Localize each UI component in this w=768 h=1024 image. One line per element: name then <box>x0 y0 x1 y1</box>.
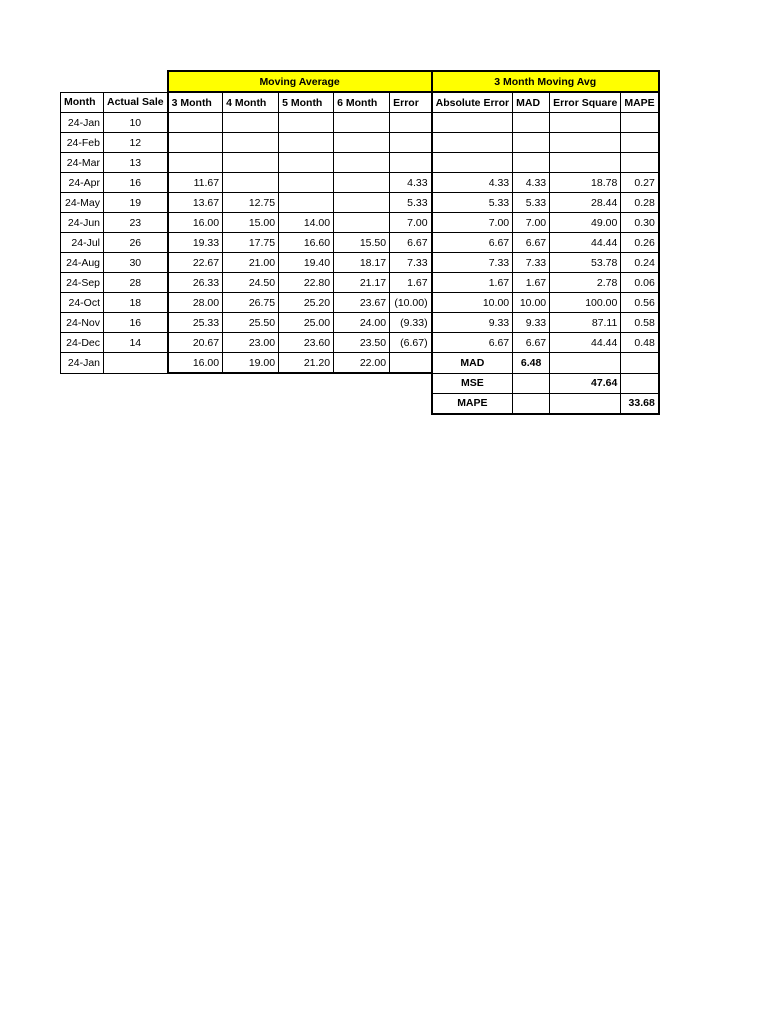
mape-cell[interactable]: 0.28 <box>621 193 659 213</box>
error-cell[interactable]: 6.67 <box>390 233 432 253</box>
4-month-cell[interactable]: 15.00 <box>223 213 279 233</box>
5-month-cell[interactable] <box>279 193 334 213</box>
actual-sale-cell[interactable]: 12 <box>104 133 168 153</box>
col-header-absolute-error[interactable]: Absolute Error <box>432 92 513 113</box>
col-header-month[interactable]: Month <box>61 92 104 113</box>
col-header-error[interactable]: Error <box>390 92 432 113</box>
mad-cell[interactable]: 6.67 <box>513 333 550 353</box>
empty-cell[interactable] <box>621 353 659 374</box>
column-header-row <box>61 92 659 113</box>
error-cell[interactable] <box>390 113 432 133</box>
table-row <box>61 313 659 333</box>
mape-cell[interactable] <box>621 153 659 173</box>
absolute-error-cell[interactable] <box>432 153 513 173</box>
4-month-cell[interactable]: 24.50 <box>223 273 279 293</box>
error-cell[interactable] <box>390 133 432 153</box>
forecast-5-month-cell[interactable]: 21.20 <box>279 353 334 374</box>
col-header-error-square[interactable]: Error Square <box>550 92 621 113</box>
forecast-4-month-cell[interactable]: 19.00 <box>223 353 279 374</box>
mse-summary-label[interactable]: MSE <box>432 373 513 393</box>
mad-cell[interactable]: 7.00 <box>513 213 550 233</box>
error-cell[interactable]: (9.33) <box>390 313 432 333</box>
spreadsheet-table <box>60 70 660 415</box>
group-header-row <box>61 71 659 92</box>
3-month-cell[interactable] <box>168 153 223 173</box>
mape-cell[interactable]: 0.27 <box>621 173 659 193</box>
col-header-mape[interactable]: MAPE <box>621 92 659 113</box>
empty-cell[interactable] <box>550 353 621 374</box>
forecast-6-month-cell[interactable]: 22.00 <box>334 353 390 374</box>
forecast-actual-cell[interactable] <box>104 353 168 374</box>
6-month-cell[interactable] <box>334 113 390 133</box>
5-month-cell[interactable]: 22.80 <box>279 273 334 293</box>
error-cell[interactable]: 4.33 <box>390 173 432 193</box>
3-month-cell[interactable]: 25.33 <box>168 313 223 333</box>
month-cell[interactable]: 24-Mar <box>61 153 104 173</box>
4-month-cell[interactable]: 25.50 <box>223 313 279 333</box>
month-cell[interactable]: 24-Jun <box>61 213 104 233</box>
error-square-cell[interactable]: 28.44 <box>550 193 621 213</box>
mape-summary-value[interactable]: 33.68 <box>621 393 659 414</box>
three-month-moving-avg-header[interactable]: 3 Month Moving Avg <box>432 71 659 92</box>
empty-cell[interactable] <box>621 373 659 393</box>
error-square-cell[interactable] <box>550 153 621 173</box>
mape-cell[interactable]: 0.30 <box>621 213 659 233</box>
actual-sale-cell[interactable]: 23 <box>104 213 168 233</box>
3-month-cell[interactable]: 28.00 <box>168 293 223 313</box>
absolute-error-cell[interactable]: 6.67 <box>432 333 513 353</box>
mad-cell[interactable] <box>513 133 550 153</box>
col-header-actual-sale[interactable]: Actual Sale <box>104 92 168 113</box>
actual-sale-cell[interactable]: 10 <box>104 113 168 133</box>
error-square-cell[interactable]: 53.78 <box>550 253 621 273</box>
empty-cell[interactable] <box>513 373 550 393</box>
5-month-cell[interactable] <box>279 113 334 133</box>
error-cell[interactable]: (6.67) <box>390 333 432 353</box>
absolute-error-cell[interactable]: 6.67 <box>432 233 513 253</box>
mape-cell[interactable]: 0.56 <box>621 293 659 313</box>
3-month-cell[interactable] <box>168 113 223 133</box>
3-month-cell[interactable]: 11.67 <box>168 173 223 193</box>
5-month-cell[interactable]: 23.60 <box>279 333 334 353</box>
mad-cell[interactable]: 5.33 <box>513 193 550 213</box>
month-cell[interactable]: 24-Apr <box>61 173 104 193</box>
col-header-3-month[interactable]: 3 Month <box>168 92 223 113</box>
5-month-cell[interactable] <box>279 153 334 173</box>
col-header-mad[interactable]: MAD <box>513 92 550 113</box>
month-cell[interactable]: 24-Sep <box>61 273 104 293</box>
4-month-cell[interactable]: 26.75 <box>223 293 279 313</box>
mape-cell[interactable] <box>621 133 659 153</box>
error-square-cell[interactable]: 18.78 <box>550 173 621 193</box>
col-header-5-month[interactable]: 5 Month <box>279 92 334 113</box>
actual-sale-cell[interactable]: 16 <box>104 173 168 193</box>
6-month-cell[interactable] <box>334 153 390 173</box>
table-row <box>61 153 659 173</box>
absolute-error-cell[interactable]: 7.00 <box>432 213 513 233</box>
table-row <box>61 213 659 233</box>
4-month-cell[interactable] <box>223 113 279 133</box>
table-row <box>61 193 659 213</box>
error-square-cell[interactable] <box>550 113 621 133</box>
5-month-cell[interactable]: 25.00 <box>279 313 334 333</box>
actual-sale-cell[interactable]: 19 <box>104 193 168 213</box>
6-month-cell[interactable] <box>334 133 390 153</box>
5-month-cell[interactable]: 16.60 <box>279 233 334 253</box>
mad-cell[interactable]: 6.67 <box>513 233 550 253</box>
6-month-cell[interactable]: 24.00 <box>334 313 390 333</box>
5-month-cell[interactable]: 14.00 <box>279 213 334 233</box>
5-month-cell[interactable]: 19.40 <box>279 253 334 273</box>
3-month-cell[interactable]: 22.67 <box>168 253 223 273</box>
4-month-cell[interactable]: 17.75 <box>223 233 279 253</box>
6-month-cell[interactable] <box>334 193 390 213</box>
mse-summary-row <box>61 373 659 393</box>
mad-summary-value[interactable]: 6.48 <box>513 353 550 374</box>
month-cell[interactable]: 24-Jan <box>61 113 104 133</box>
table-row <box>61 173 659 193</box>
6-month-cell[interactable] <box>334 173 390 193</box>
mad-cell[interactable]: 4.33 <box>513 173 550 193</box>
month-cell[interactable]: 24-Dec <box>61 333 104 353</box>
absolute-error-cell[interactable]: 7.33 <box>432 253 513 273</box>
actual-sale-cell[interactable]: 28 <box>104 273 168 293</box>
actual-sale-cell[interactable]: 26 <box>104 233 168 253</box>
mad-cell[interactable]: 10.00 <box>513 293 550 313</box>
error-cell[interactable]: 7.00 <box>390 213 432 233</box>
error-square-cell[interactable] <box>550 133 621 153</box>
5-month-cell[interactable]: 25.20 <box>279 293 334 313</box>
absolute-error-cell[interactable]: 4.33 <box>432 173 513 193</box>
month-cell[interactable]: 24-Nov <box>61 313 104 333</box>
error-cell[interactable]: 1.67 <box>390 273 432 293</box>
6-month-cell[interactable]: 23.67 <box>334 293 390 313</box>
mape-cell[interactable]: 0.24 <box>621 253 659 273</box>
table-row <box>61 113 659 133</box>
error-cell[interactable]: 7.33 <box>390 253 432 273</box>
mape-cell[interactable]: 0.06 <box>621 273 659 293</box>
4-month-cell[interactable] <box>223 153 279 173</box>
forecast-3-month-cell[interactable]: 16.00 <box>168 353 223 374</box>
4-month-cell[interactable]: 21.00 <box>223 253 279 273</box>
month-cell[interactable]: 24-Aug <box>61 253 104 273</box>
actual-sale-cell[interactable]: 18 <box>104 293 168 313</box>
error-square-cell[interactable]: 87.11 <box>550 313 621 333</box>
5-month-cell[interactable] <box>279 133 334 153</box>
table-row <box>61 333 659 353</box>
3-month-cell[interactable]: 19.33 <box>168 233 223 253</box>
table-row <box>61 293 659 313</box>
mad-cell[interactable]: 7.33 <box>513 253 550 273</box>
actual-sale-cell[interactable]: 30 <box>104 253 168 273</box>
mape-cell[interactable]: 0.26 <box>621 233 659 253</box>
table-row <box>61 233 659 253</box>
actual-sale-cell[interactable]: 14 <box>104 333 168 353</box>
5-month-cell[interactable] <box>279 173 334 193</box>
absolute-error-cell[interactable]: 10.00 <box>432 293 513 313</box>
6-month-cell[interactable]: 21.17 <box>334 273 390 293</box>
absolute-error-cell[interactable]: 1.67 <box>432 273 513 293</box>
error-cell[interactable] <box>390 153 432 173</box>
month-cell[interactable]: 24-Jul <box>61 233 104 253</box>
6-month-cell[interactable]: 15.50 <box>334 233 390 253</box>
mad-cell[interactable] <box>513 113 550 133</box>
month-cell[interactable]: 24-May <box>61 193 104 213</box>
3-month-cell[interactable] <box>168 133 223 153</box>
empty-cell[interactable] <box>513 393 550 414</box>
col-header-4-month[interactable]: 4 Month <box>223 92 279 113</box>
moving-average-header[interactable]: Moving Average <box>168 71 432 92</box>
6-month-cell[interactable] <box>334 213 390 233</box>
3-month-cell[interactable]: 16.00 <box>168 213 223 233</box>
mad-cell[interactable]: 9.33 <box>513 313 550 333</box>
forecast-month-cell[interactable]: 24-Jan <box>61 353 104 374</box>
3-month-cell[interactable]: 26.33 <box>168 273 223 293</box>
absolute-error-cell[interactable]: 5.33 <box>432 193 513 213</box>
col-header-6-month[interactable]: 6 Month <box>334 92 390 113</box>
6-month-cell[interactable]: 23.50 <box>334 333 390 353</box>
3-month-cell[interactable]: 20.67 <box>168 333 223 353</box>
month-cell[interactable]: 24-Feb <box>61 133 104 153</box>
mape-cell[interactable]: 0.58 <box>621 313 659 333</box>
forecast-row <box>61 353 659 374</box>
mad-cell[interactable]: 1.67 <box>513 273 550 293</box>
error-square-cell[interactable]: 49.00 <box>550 213 621 233</box>
forecast-error-cell[interactable] <box>390 353 432 374</box>
absolute-error-cell[interactable] <box>432 133 513 153</box>
error-square-cell[interactable]: 44.44 <box>550 233 621 253</box>
mape-cell[interactable]: 0.48 <box>621 333 659 353</box>
4-month-cell[interactable] <box>223 133 279 153</box>
absolute-error-cell[interactable]: 9.33 <box>432 313 513 333</box>
mse-summary-value[interactable]: 47.64 <box>550 373 621 393</box>
4-month-cell[interactable]: 23.00 <box>223 333 279 353</box>
actual-sale-cell[interactable]: 13 <box>104 153 168 173</box>
table-row <box>61 133 659 153</box>
mape-summary-label[interactable]: MAPE <box>432 393 513 414</box>
6-month-cell[interactable]: 18.17 <box>334 253 390 273</box>
absolute-error-cell[interactable] <box>432 113 513 133</box>
error-cell[interactable]: (10.00) <box>390 293 432 313</box>
actual-sale-cell[interactable]: 16 <box>104 313 168 333</box>
mad-summary-label[interactable]: MAD <box>432 353 513 374</box>
data-rows <box>61 113 659 353</box>
error-square-cell[interactable]: 100.00 <box>550 293 621 313</box>
3-month-cell[interactable]: 13.67 <box>168 193 223 213</box>
error-cell[interactable]: 5.33 <box>390 193 432 213</box>
mape-cell[interactable] <box>621 113 659 133</box>
table-row <box>61 253 659 273</box>
error-square-cell[interactable]: 2.78 <box>550 273 621 293</box>
error-square-cell[interactable]: 44.44 <box>550 333 621 353</box>
table-row <box>61 273 659 293</box>
mape-summary-row <box>61 393 659 414</box>
month-cell[interactable]: 24-Oct <box>61 293 104 313</box>
empty-cell[interactable] <box>550 393 621 414</box>
4-month-cell[interactable]: 12.75 <box>223 193 279 213</box>
mad-cell[interactable] <box>513 153 550 173</box>
4-month-cell[interactable] <box>223 173 279 193</box>
